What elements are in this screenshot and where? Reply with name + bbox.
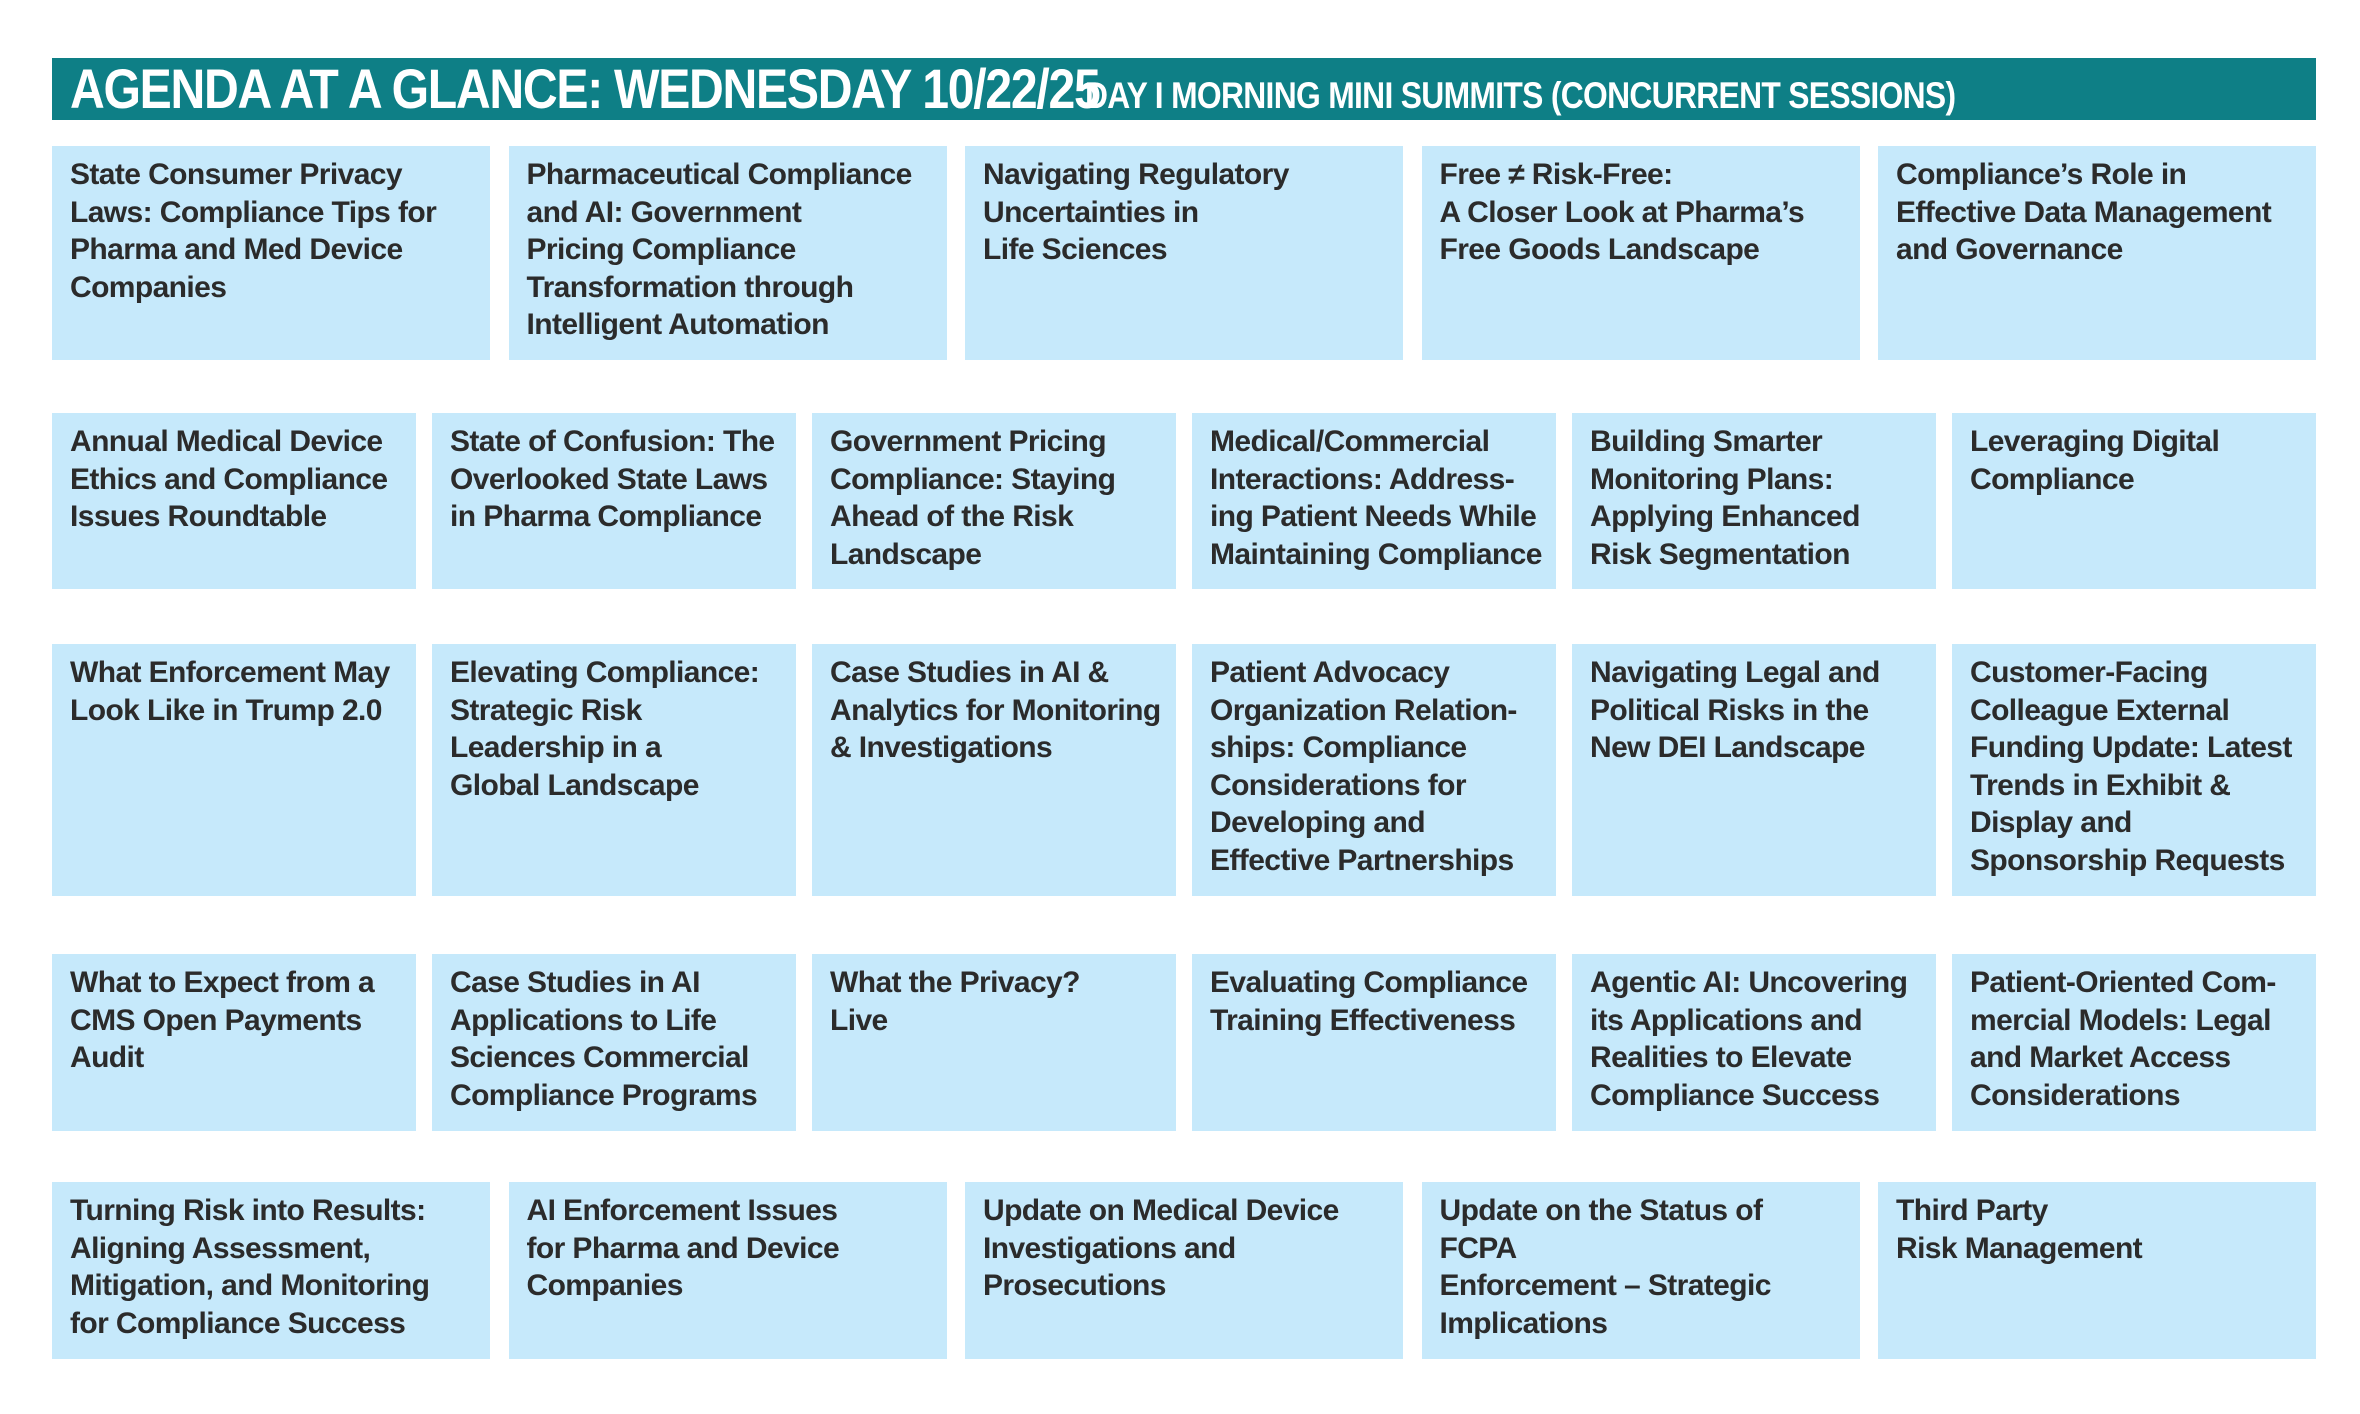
session-row-1 xyxy=(52,146,2316,360)
session-cell: Pharmaceutical Compliance and AI: Government Pricing Compliance Transformation through Intelligent Automation xyxy=(509,146,947,360)
session-cell: Customer-Facing Colleague External Funding Update: Latest Trends in Exhibit & Display and Sponsorship Requests xyxy=(1952,644,2316,896)
page-title: AGENDA AT A GLANCE: WEDNESDAY 10/22/25 xyxy=(70,58,1100,120)
session-row-4 xyxy=(52,954,2316,1131)
session-cell: Turning Risk into Results: Aligning Assessment, Mitigation, and Monitoring for Compliance Success xyxy=(52,1182,490,1359)
session-cell: State Consumer Privacy Laws: Compliance Tips for Pharma and Med Device Companies xyxy=(52,146,490,360)
session-cell: Leveraging Digital Compliance xyxy=(1952,413,2316,589)
agenda-header xyxy=(52,58,2316,120)
session-cell: Third Party Risk Management xyxy=(1878,1182,2316,1359)
session-cell: Medical/Commercial Interactions: Address- ing Patient Needs While Maintaining Compliance xyxy=(1192,413,1556,589)
session-cell: Compliance’s Role in Effective Data Management and Governance xyxy=(1878,146,2316,360)
session-cell: Patient-Oriented Com- mercial Models: Legal and Market Access Considerations xyxy=(1952,954,2316,1131)
session-cell: Case Studies in AI & Analytics for Monitoring & Investigations xyxy=(812,644,1176,896)
session-cell: Elevating Compliance: Strategic Risk Leadership in a Global Landscape xyxy=(432,644,796,896)
session-cell: What Enforcement May Look Like in Trump 2.0 xyxy=(52,644,416,896)
session-cell: Navigating Regulatory Uncertainties in Life Sciences xyxy=(965,146,1403,360)
session-cell: Agentic AI: Uncovering its Applications and Realities to Elevate Compliance Success xyxy=(1572,954,1936,1131)
session-cell: Government Pricing Compliance: Staying Ahead of the Risk Landscape xyxy=(812,413,1176,589)
session-cell: Annual Medical Device Ethics and Compliance Issues Roundtable xyxy=(52,413,416,589)
session-cell: What the Privacy? Live xyxy=(812,954,1176,1131)
session-cell: Patient Advocacy Organization Relation- ships: Compliance Considerations for Developing and Effective Partnerships xyxy=(1192,644,1556,896)
session-cell: Building Smarter Monitoring Plans: Applying Enhanced Risk Segmentation xyxy=(1572,413,1936,589)
session-row-2 xyxy=(52,413,2316,589)
session-cell: Update on Medical Device Investigations and Prosecutions xyxy=(965,1182,1403,1359)
session-row-5 xyxy=(52,1182,2316,1359)
session-cell: State of Confusion: The Overlooked State Laws in Pharma Compliance xyxy=(432,413,796,589)
session-row-3 xyxy=(52,644,2316,896)
page-subtitle: DAY I MORNING MINI SUMMITS (CONCURRENT SESSIONS) xyxy=(1085,75,1956,116)
session-cell: What to Expect from a CMS Open Payments Audit xyxy=(52,954,416,1131)
session-cell: AI Enforcement Issues for Pharma and Device Companies xyxy=(509,1182,947,1359)
session-cell: Case Studies in AI Applications to Life Sciences Commercial Compliance Programs xyxy=(432,954,796,1131)
session-cell: Evaluating Compliance Training Effectiveness xyxy=(1192,954,1556,1131)
session-cell: Free ≠ Risk-Free: A Closer Look at Pharma’s Free Goods Landscape xyxy=(1422,146,1860,360)
session-cell: Navigating Legal and Political Risks in the New DEI Landscape xyxy=(1572,644,1936,896)
session-cell: Update on the Status of FCPA Enforcement – Strategic Implications xyxy=(1422,1182,1860,1359)
